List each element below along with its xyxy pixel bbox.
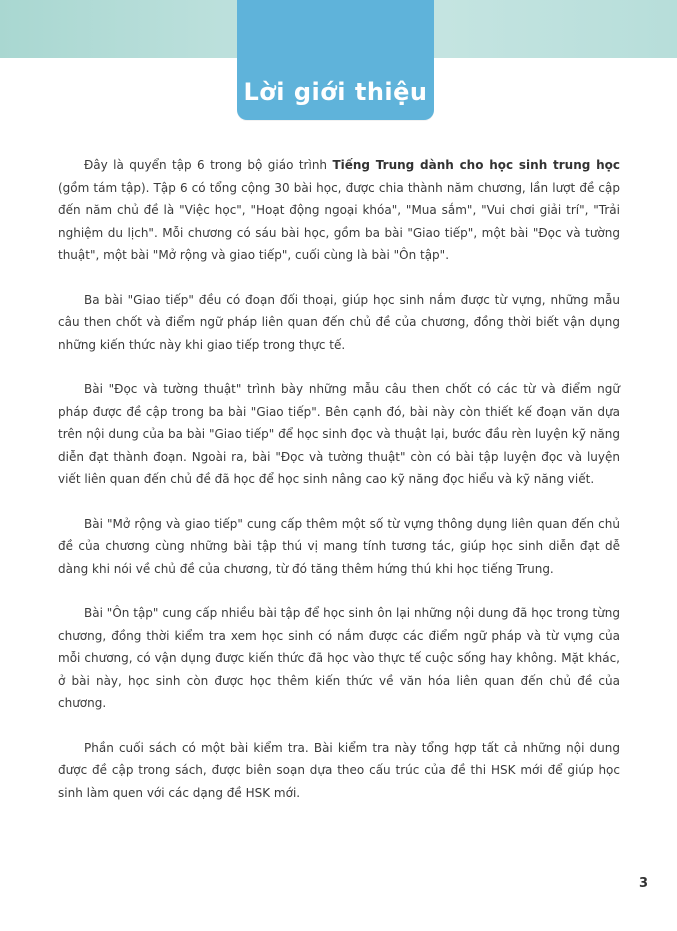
textbook-name: Tiếng Trung dành cho học sinh trung học	[332, 158, 621, 172]
paragraph-1-rest: (gồm tám tập). Tập 6 có tổng cộng 30 bài học, được chia thành năm chương, lần lượt đề cập đến năm chủ đề là "Việc học", "Hoạt động ngoại khóa", "Mua sắm", "Vui chơi giải trí", "Trải nghiệm du lịch". Mỗi chương có sáu bài học, gồm ba bài "Giao tiếp", một bài "Đọc và tường thuật", một bài "Mở rộng và giao tiếp", cuối cùng là bài "Ôn tập".	[58, 180, 620, 262]
paragraph-1	[58, 154, 620, 267]
paragraph-5: Bài "Ôn tập" cung cấp nhiều bài tập để học sinh ôn lại những nội dung đã học trong từng chương, đồng thời kiểm tra xem học sinh có nắm được các điểm ngữ pháp và từ vựng của mỗi chương, có vận dụng được kiến thức đã học vào thực tế cuộc sống hay không. Mặt khác, ở bài này, học sinh còn được học thêm kiến thức về văn hóa liên quan đến chủ đề của chương.	[58, 606, 620, 710]
paragraph-4: Bài "Mở rộng và giao tiếp" cung cấp thêm một số từ vựng thông dụng liên quan đến chủ đề của chương cùng những bài tập thú vị mang tính tương tác, giúp học sinh diễn đạt dễ dàng khi nói về chủ đề của chương, từ đó tăng thêm hứng thú khi học tiếng Trung.	[58, 516, 620, 576]
title-tab	[237, 0, 434, 120]
paragraph-2: Ba bài "Giao tiếp" đều có đoạn đối thoại, giúp học sinh nắm được từ vựng, những mẫu câu then chốt và điểm ngữ pháp liên quan đến chủ đề của chương, đồng thời biết vận dụng những kiến thức này khi giao tiếp trong thực tế.	[58, 292, 620, 352]
page-number: 3	[638, 876, 648, 891]
paragraph-6: Phần cuối sách có một bài kiểm tra. Bài kiểm tra này tổng hợp tất cả những nội dung được đề cập trong sách, được biên soạn dựa theo cấu trúc của đề thi HSK mới để giúp học sinh làm quen với các dạng đề HSK mới.	[58, 740, 620, 800]
paragraph-1-lead: Đây là quyển tập 6 trong bộ giáo trình	[84, 158, 333, 172]
page-title: Lời giới thiệu	[243, 78, 428, 106]
paragraph-3: Bài "Đọc và tường thuật" trình bày những mẫu câu then chốt có các từ và điểm ngữ pháp được đề cập trong ba bài "Giao tiếp". Bên cạnh đó, bài này còn thiết kế đoạn văn dựa trên nội dung của ba bài "Giao tiếp" để học sinh đọc và thuật lại, bước đầu rèn luyện kỹ năng diễn đạt thành đoạn. Ngoài ra, bài "Đọc và tường thuật" còn có bài tập luyện đọc và luyện viết liên quan đến chủ đề đã học để học sinh nâng cao kỹ năng đọc hiểu và kỹ năng viết.	[58, 382, 620, 486]
intro-text	[58, 154, 620, 826]
